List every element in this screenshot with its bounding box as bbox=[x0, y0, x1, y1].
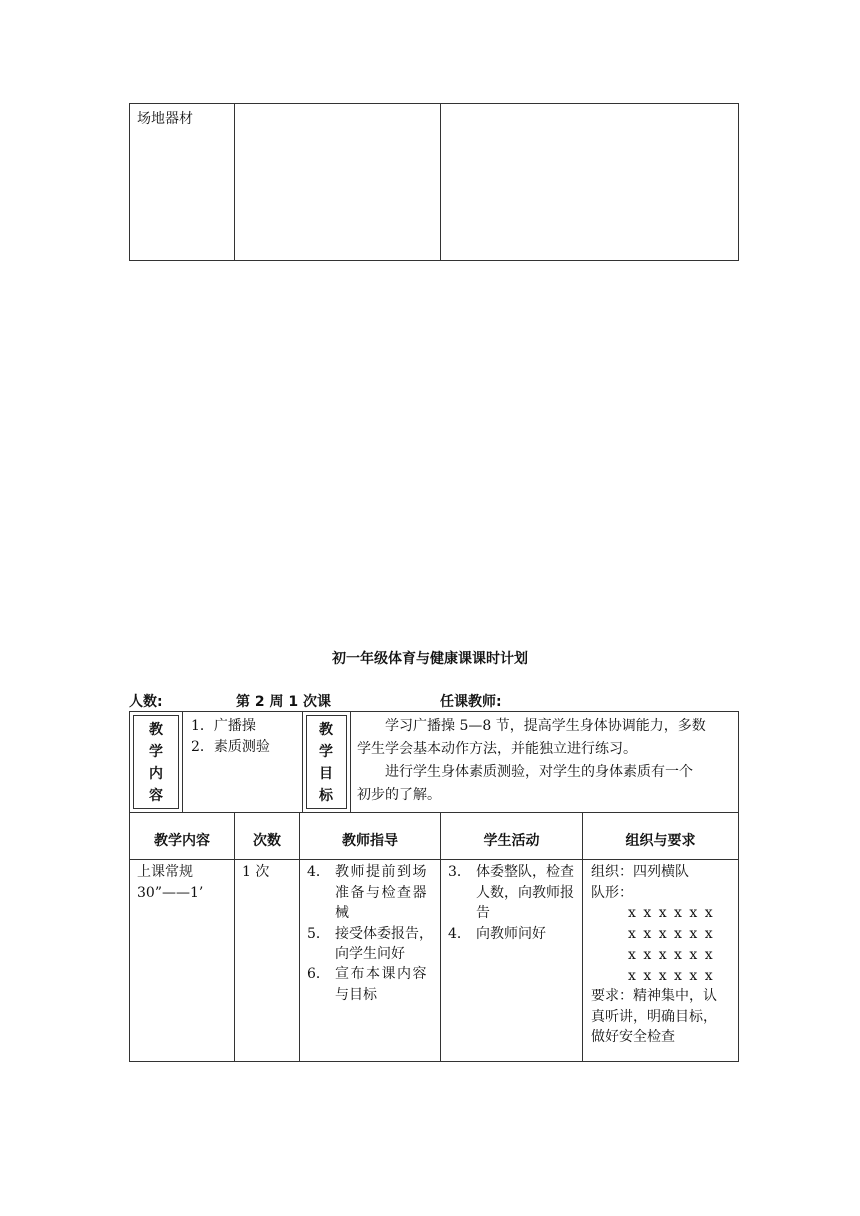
header-times: 次数 bbox=[253, 833, 281, 849]
week-lesson-label: 第 2 周 1 次课 bbox=[236, 694, 331, 710]
content-item: 2．素质测验 bbox=[191, 739, 270, 755]
formation-row: x x x x x x bbox=[628, 947, 715, 963]
row-duration: 30”——1’ bbox=[137, 885, 204, 901]
people-count-label: 人数: bbox=[129, 694, 163, 710]
goal-text: 学习广播操 5—8 节，提高学生身体协调能力，多数 bbox=[385, 718, 706, 734]
venue-equipment-label: 场地器材 bbox=[137, 111, 193, 127]
teacher-label: 任课教师: bbox=[440, 694, 502, 710]
header-content: 教学内容 bbox=[154, 833, 210, 849]
content-item: 1．广播操 bbox=[191, 718, 256, 734]
goal-text: 进行学生身体素质测验，对学生的身体素质有一个 bbox=[385, 764, 693, 780]
header-organization: 组织与要求 bbox=[625, 833, 696, 849]
header-teacher-guidance: 教师指导 bbox=[342, 833, 398, 849]
formation-row: x x x x x x bbox=[628, 905, 715, 921]
page-title: 初一年级体育与健康课课时计划 bbox=[332, 651, 528, 667]
formation-row: x x x x x x bbox=[628, 968, 715, 984]
header-student-activity: 学生活动 bbox=[483, 833, 540, 849]
row-content: 上课常规 bbox=[137, 864, 193, 880]
goal-text: 学生学会基本动作方法，并能独立进行练习。 bbox=[357, 741, 637, 757]
formation-row: x x x x x x bbox=[628, 926, 715, 942]
row-times: 1 次 bbox=[242, 864, 270, 880]
goal-text: 初步的了解。 bbox=[357, 787, 441, 803]
